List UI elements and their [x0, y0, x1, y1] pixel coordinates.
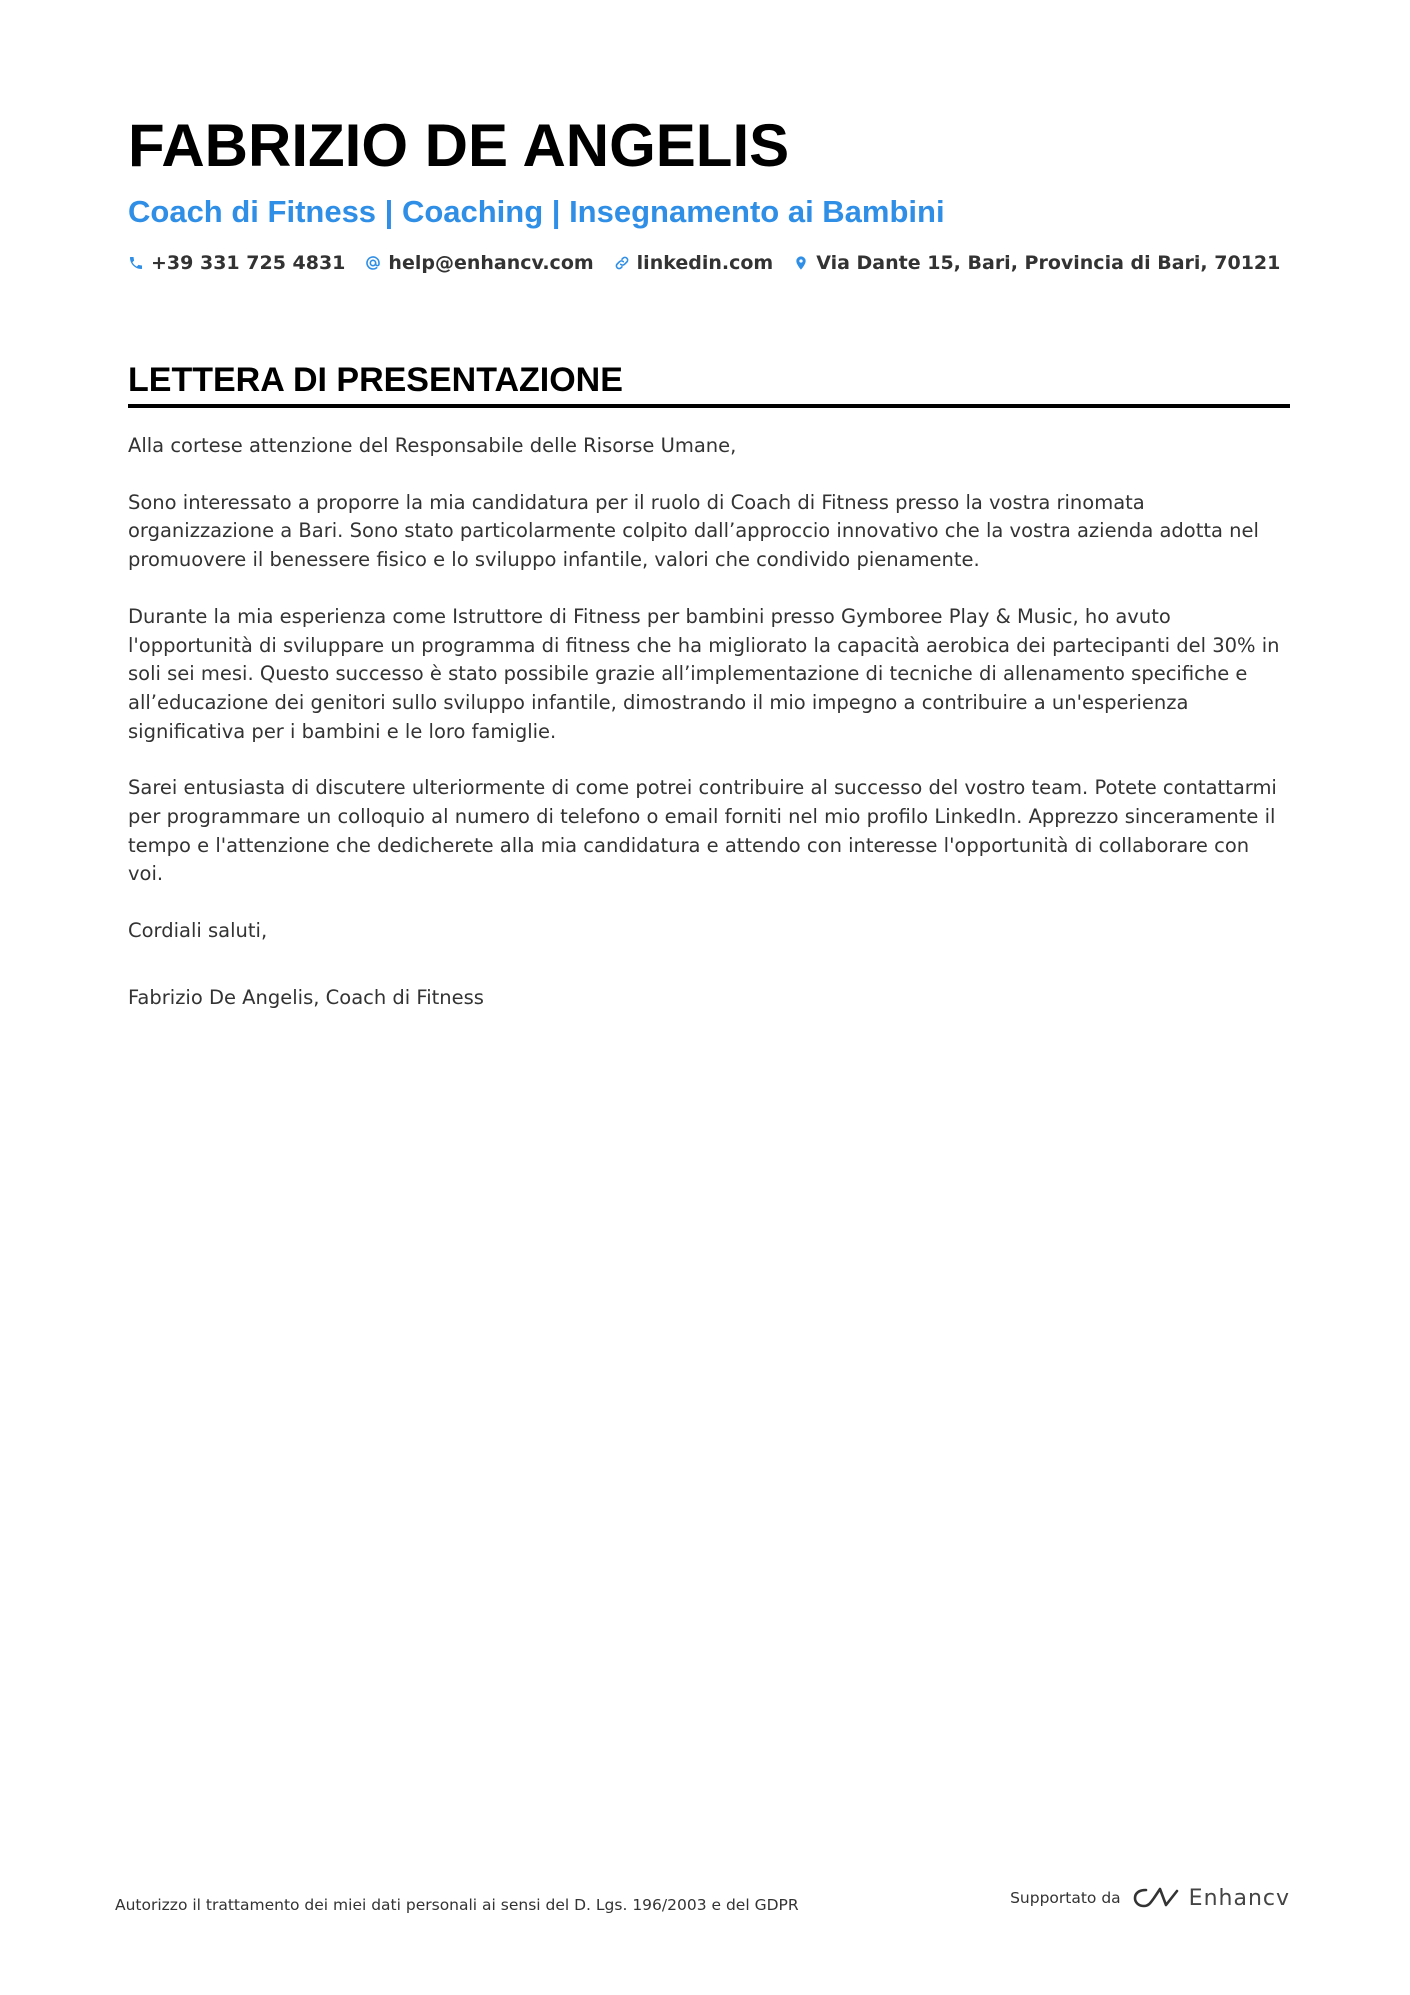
phone-icon: [128, 255, 144, 271]
letter-salutation: Alla cortese attenzione del Responsabile delle Risorse Umane,: [128, 434, 737, 457]
contact-email[interactable]: [365, 252, 593, 274]
email-address[interactable]: help@enhancv.com: [388, 252, 594, 274]
contact-address: [793, 252, 1280, 274]
letter-closing: Cordiali saluti,: [128, 919, 268, 943]
contact-linkedin[interactable]: [614, 252, 774, 274]
linkedin-link[interactable]: linkedin.com: [636, 252, 774, 274]
map-pin-icon: [793, 255, 809, 271]
contact-phone: [128, 252, 345, 274]
link-icon: [614, 255, 630, 271]
brand-name: Enhancv: [1188, 1885, 1290, 1911]
phone-number: +39 331 725 4831: [151, 252, 346, 274]
cover-letter-page: [128, 110, 1290, 1041]
enhancv-logo-icon: [1133, 1885, 1179, 1911]
powered-by-label: Supportato da: [1010, 1889, 1121, 1907]
section-title: LETTERA DI PRESENTAZIONE: [128, 360, 1290, 408]
privacy-consent: Autorizzo il trattamento dei miei dati personali ai sensi del D. Lgs. 196/2003 e del GDPR: [115, 1896, 799, 1914]
letter-paragraph: Durante la mia esperienza come Istruttore di Fitness per bambini presso Gymboree Play & Music, ho avuto l'opportunità di sviluppare un programma di fitness che ha migliorato la capacità aerobica dei partecipanti del 30% in soli sei mesi. Questo successo è stato possibile grazie all’implementazione di tecniche di allenamento specifiche e all’educazione dei genitori sullo sviluppo infantile, dimostrando il mio impegno a contribuire a un'esperienza significativa per i bambini e le loro famiglie.: [128, 604, 1280, 743]
contact-info-row: [128, 252, 1290, 274]
letter-signature: Fabrizio De Angelis, Coach di Fitness: [128, 985, 484, 1009]
at-icon: [365, 255, 381, 271]
letter-paragraph: Sarei entusiasta di discutere ulteriormente di come potrei contribuire al successo del vostro team. Potete contattarmi per programmare un colloquio al numero di telefono o email forniti nel mio profilo LinkedIn. Apprezzo sinceramente il tempo e l'attenzione che dedicherete alla mia candidatura e attendo con interesse l'opportunità di collaborare con voi.: [128, 776, 1277, 886]
letter-paragraph: Sono interessato a proporre la mia candidatura per il ruolo di Coach di Fitness presso la vostra rinomata organizzazione a Bari. Sono stato particolarmente colpito dall’approccio innovativo che la vostra azienda adotta nel promuovere il benessere fisico e lo sviluppo infantile, valori che condivido pienamente.: [128, 490, 1259, 572]
letter-body: [128, 432, 1290, 1013]
street-address: Via Dante 15, Bari, Provincia di Bari, 70121: [816, 252, 1281, 274]
candidate-headline: Coach di Fitness | Coaching | Insegnamento ai Bambini: [128, 194, 945, 229]
powered-by[interactable]: [1010, 1885, 1290, 1911]
candidate-name: FABRIZIO DE ANGELIS: [128, 112, 790, 179]
